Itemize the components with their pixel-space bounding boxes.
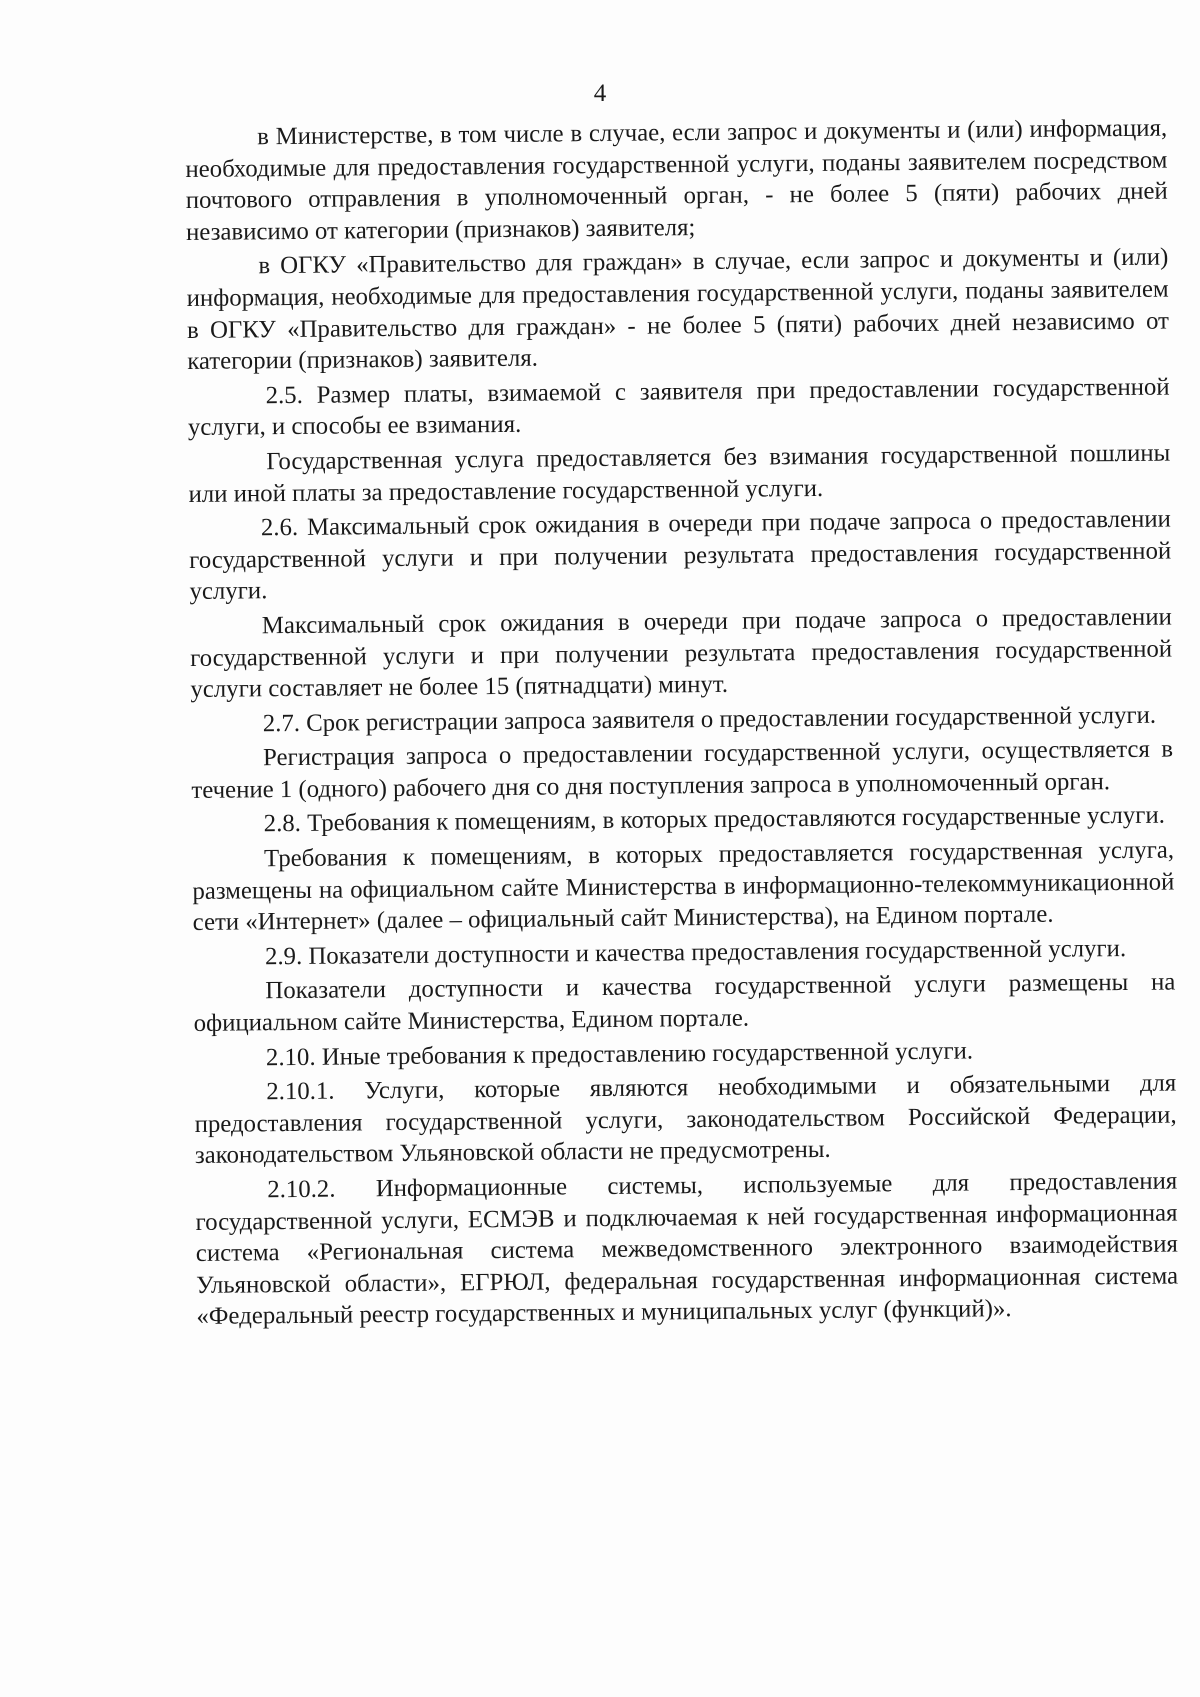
paragraph: Государственная услуга предоставляется без взимания государственной пошлины или иной платы за предоставление государственной услуги. [188, 439, 1171, 508]
paragraph: Показатели доступности и качества государственной услуги размещены на официальном сайте Министерства, Едином портале. [193, 968, 1176, 1037]
document-body [185, 113, 1179, 1336]
section-heading-2-9: 2.9. Показатели доступности и качества предоставления государственной услуги. [264, 934, 1127, 971]
paragraph: Регистрация запроса о предоставлении государственной услуги, осуществляется в течение 1 (одного) рабочего дня со дня поступления запроса в уполномоченный орган. [191, 735, 1174, 804]
section-heading-2-10-1: 2.10.1. Услуги, которые являются необходимыми и обязательными для предоставления государственной услуги, законодательством Российской Федерации, законодательством Ульяновской области не предусмотрены. [194, 1069, 1177, 1170]
paragraph: в Министерстве, в том числе в случае, если запрос и документы и (или) информация, необходимые для предоставления государственной услуги, поданы заявителем посредством почтового отправления в уполномоченный орган, - не более 5 (пяти) рабочих дней независимо от категории (признаков) заявителя; [185, 114, 1168, 246]
section-heading-2-8: 2.8. Требования к помещениям, в которых предоставляются государственные услуги. [263, 802, 1165, 838]
paragraph: Максимальный срок ожидания в очереди при подаче запроса о предоставлении государственной услуги и при получении результата предоставления государственной услуги составляет не более 15 (пятнадцати) минут. [190, 603, 1173, 704]
paragraph: Требования к помещениям, в которых предоставляется государственная услуга, размещены на официальном сайте Министерства в информационно-телекоммуникационной сети «Интернет» (далее – официальный сайт Министерства), на Едином портале. [192, 836, 1175, 937]
paragraph: в ОГКУ «Правительство для граждан» в случае, если запрос и документы и (или) информация, необходимые для предоставления государственной услуги, поданы заявителем в ОГКУ «Правительство для граждан» - не более 5 (пяти) рабочих дней независимо от категории (признаков) заявителя. [186, 243, 1170, 376]
section-heading-2-5: 2.5. Размер платы, взимаемой с заявителя при предоставлении государственной услуги, и способы ее взимания. [187, 373, 1170, 442]
section-heading-2-6: 2.6. Максимальный срок ожидания в очереди при подаче запроса о предоставлении государственной услуги и при получении результата предоставления государственной услуги. [189, 505, 1172, 606]
section-heading-2-7: 2.7. Срок регистрации запроса заявителя о предоставлении государственной услуги. [262, 701, 1157, 737]
section-heading-2-10: 2.10. Иные требования к предоставлению государственной услуги. [265, 1037, 974, 1071]
section-heading-2-10-2: 2.10.2. Информационные системы, используемые для предоставления государственной услуги, ЕСМЭВ и подключаемая к ней государственная информационная система «Региональная система межведомственного электронного взаимодействия Ульяновской области», ЕГРЮЛ, федеральная государственная информационная система «Федеральный реестр государственных и муниципальных услуг (функций)». [195, 1167, 1179, 1331]
page-number: 4 [593, 80, 607, 107]
